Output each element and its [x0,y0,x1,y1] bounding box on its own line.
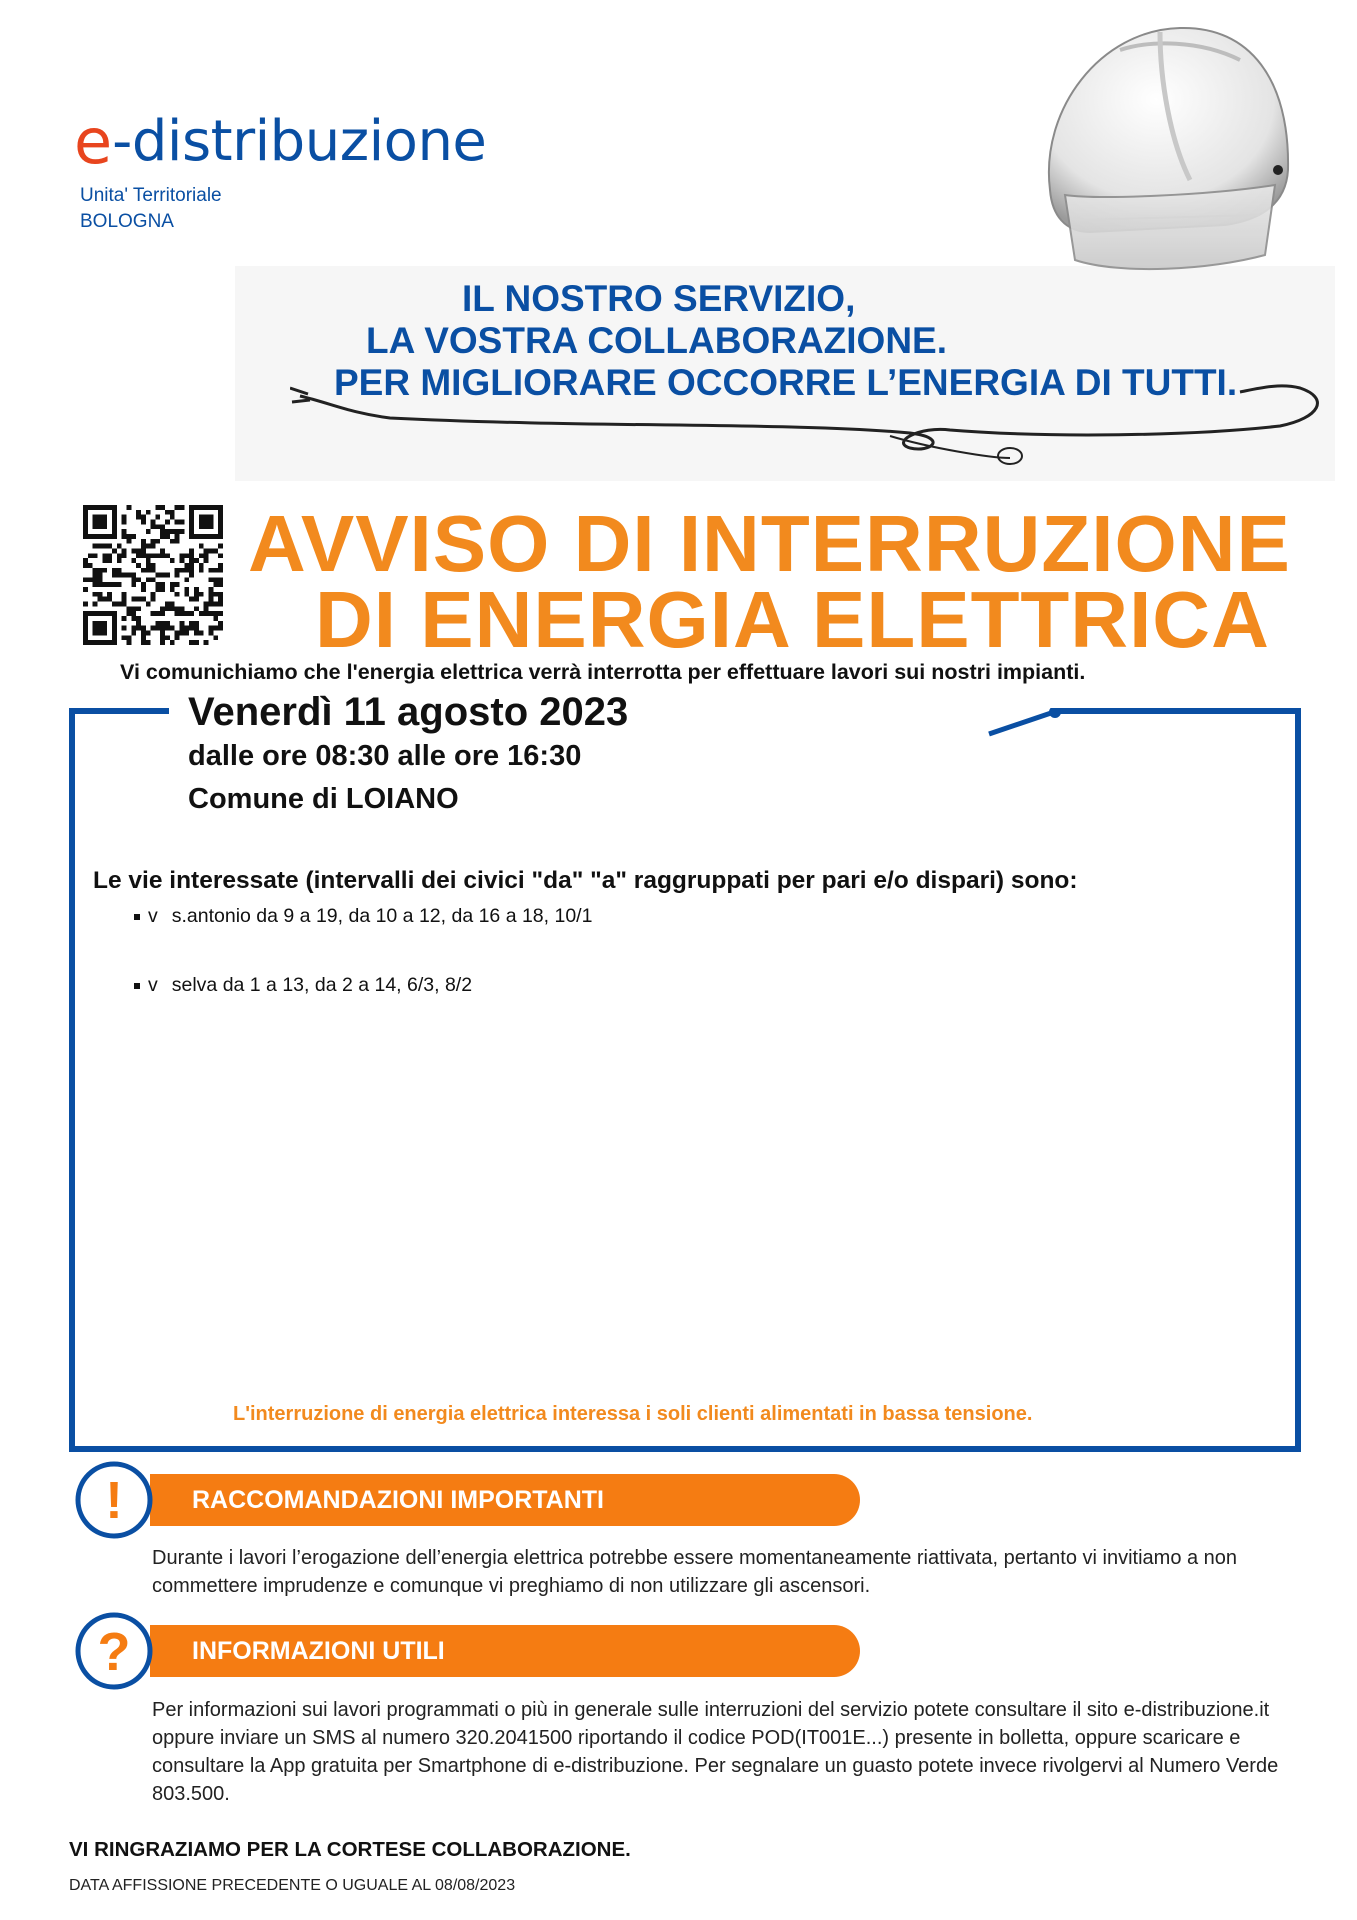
question-glyph: ? [97,1622,131,1682]
slogan-line-2: LA VOSTRA COLLABORAZIONE. [366,320,948,361]
posting-date: DATA AFFISSIONE PRECEDENTE O UGUALE AL 08/08/2023 [69,1877,516,1894]
outage-time: dalle ore 08:30 alle ore 16:30 [188,740,582,772]
outage-municipality: Comune di LOIANO [188,783,459,815]
recommendations-text: Durante i lavori l’erogazione dell’energia elettrica potrebbe essere momentaneamente riattivata, pertanto vi invitiamo a non commettere imprudenze e comunque vi preghiamo di non utilizzare gli ascensori. [152,1547,1238,1597]
bullet-icon [134,983,140,989]
info-text: Per informazioni sui lavori programmati o più in generale sulle interruzioni del servizio potete consultare il sito e-distribuzione.it oppure inviare un SMS al numero 320.2041500 riportando il codice POD(IT001E...) presente in bolletta, oppure scaricare e consultare la App gratuita per Smartphone di e-distribuzione. Per segnalare un guasto potete invece rivolgervi al Numero Verde 803.500. [152,1699,1279,1805]
unit-city: BOLOGNA [80,211,174,232]
exclamation-glyph: ! [105,1472,123,1530]
street-item [134,974,472,997]
low-voltage-note: L'interruzione di energia elettrica interessa i soli clienti alimentati in bassa tensione. [233,1403,1033,1425]
slogan-line-1: IL NOSTRO SERVIZIO, [462,278,856,319]
qr-code-icon [83,505,223,645]
notice-frame [69,708,1301,1452]
street-text: s.antonio da 9 a 19, da 10 a 12, da 16 a 18, 10/1 [171,905,593,927]
question-icon [74,1611,154,1691]
bullet-icon [134,914,140,920]
cord-decoration [290,378,1330,468]
territorial-unit [80,183,222,235]
info-title: INFORMAZIONI UTILI [192,1637,445,1665]
street-item [134,905,592,928]
intro-text: Vi comunichiamo che l'energia elettrica verrà interrotta per effettuare lavori sui nostri impianti. [120,660,1086,684]
streets-heading: Le vie interessate (intervalli dei civici "da" "a" raggruppati per pari e/o dispari) sono: [93,867,1078,894]
unit-label: Unita' Territoriale [80,185,222,206]
thanks-line: VI RINGRAZIAMO PER LA CORTESE COLLABORAZIONE. [69,1838,631,1861]
recommendations-title: RACCOMANDAZIONI IMPORTANTI [192,1486,604,1514]
helmet-icon [1010,20,1300,280]
notice-title-line-2: DI ENERGIA ELETTRICA [315,575,1270,664]
notice-title-line-1: AVVISO DI INTERRUZIONE [248,499,1291,588]
street-prefix: v [148,974,158,996]
logo-text: -distribuzione [112,109,487,174]
street-text: selva da 1 a 13, da 2 a 14, 6/3, 8/2 [171,974,473,996]
logo-e: e [74,105,113,178]
slogan-line-3: PER MIGLIORARE OCCORRE L’ENERGIA DI TUTTI. [334,362,1238,403]
brand-logo [74,105,487,178]
street-prefix: v [148,905,158,927]
outage-date: Venerdì 11 agosto 2023 [188,690,629,734]
exclamation-icon [74,1460,154,1540]
